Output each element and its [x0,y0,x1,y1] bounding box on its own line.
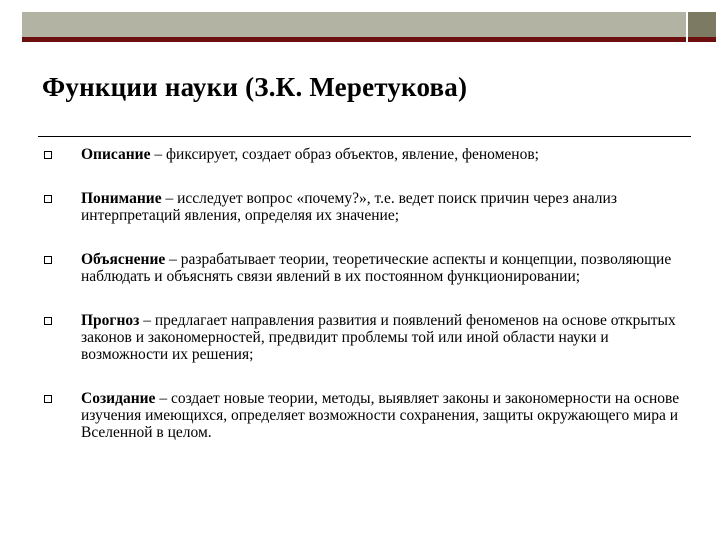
item-term: Прогноз [81,312,140,329]
item-term: Объяснение [81,251,166,268]
item-term: Созидание [81,390,156,407]
list-item [40,146,690,163]
list-item [40,190,690,224]
title-divider [38,136,691,137]
item-text: – разрабатывает теории, теоретические аспекты и концепции, позволяющие наблюдать и объяснять связи явлений в их постоянном функционировании; [81,251,672,285]
corner-accent-line [688,37,716,42]
slide-title: Функции науки (З.К. Меретукова) [42,72,468,102]
bullet-list [40,146,690,441]
item-term: Описание [81,146,151,163]
list-item [40,390,690,441]
corner-square [688,12,716,40]
square-bullet-icon [44,151,52,159]
header-accent-line [22,37,686,42]
item-text: – исследует вопрос «почему?», т.е. ведет поиск причин через анализ интерпретаций явления, определяя их значение; [81,190,617,224]
list-item [40,251,690,285]
list-item [40,312,690,363]
item-text: – создает новые теории, методы, выявляет законы и закономерности на основе изучения имеющихся, определяет возможности сохранения, защиты окружающего мира и Вселенной в целом. [81,390,680,441]
header-bar [22,12,686,40]
square-bullet-icon [44,195,52,203]
item-term: Понимание [81,190,162,207]
square-bullet-icon [44,395,52,403]
item-text: – фиксирует, создает образ объектов, явление, феноменов; [150,146,539,163]
square-bullet-icon [44,317,52,325]
square-bullet-icon [44,256,52,264]
item-text: – предлагает направления развития и появлений феноменов на основе открытых законов и закономерностей, предвидит проблемы той или иной области науки и возможности их решения; [81,312,676,363]
